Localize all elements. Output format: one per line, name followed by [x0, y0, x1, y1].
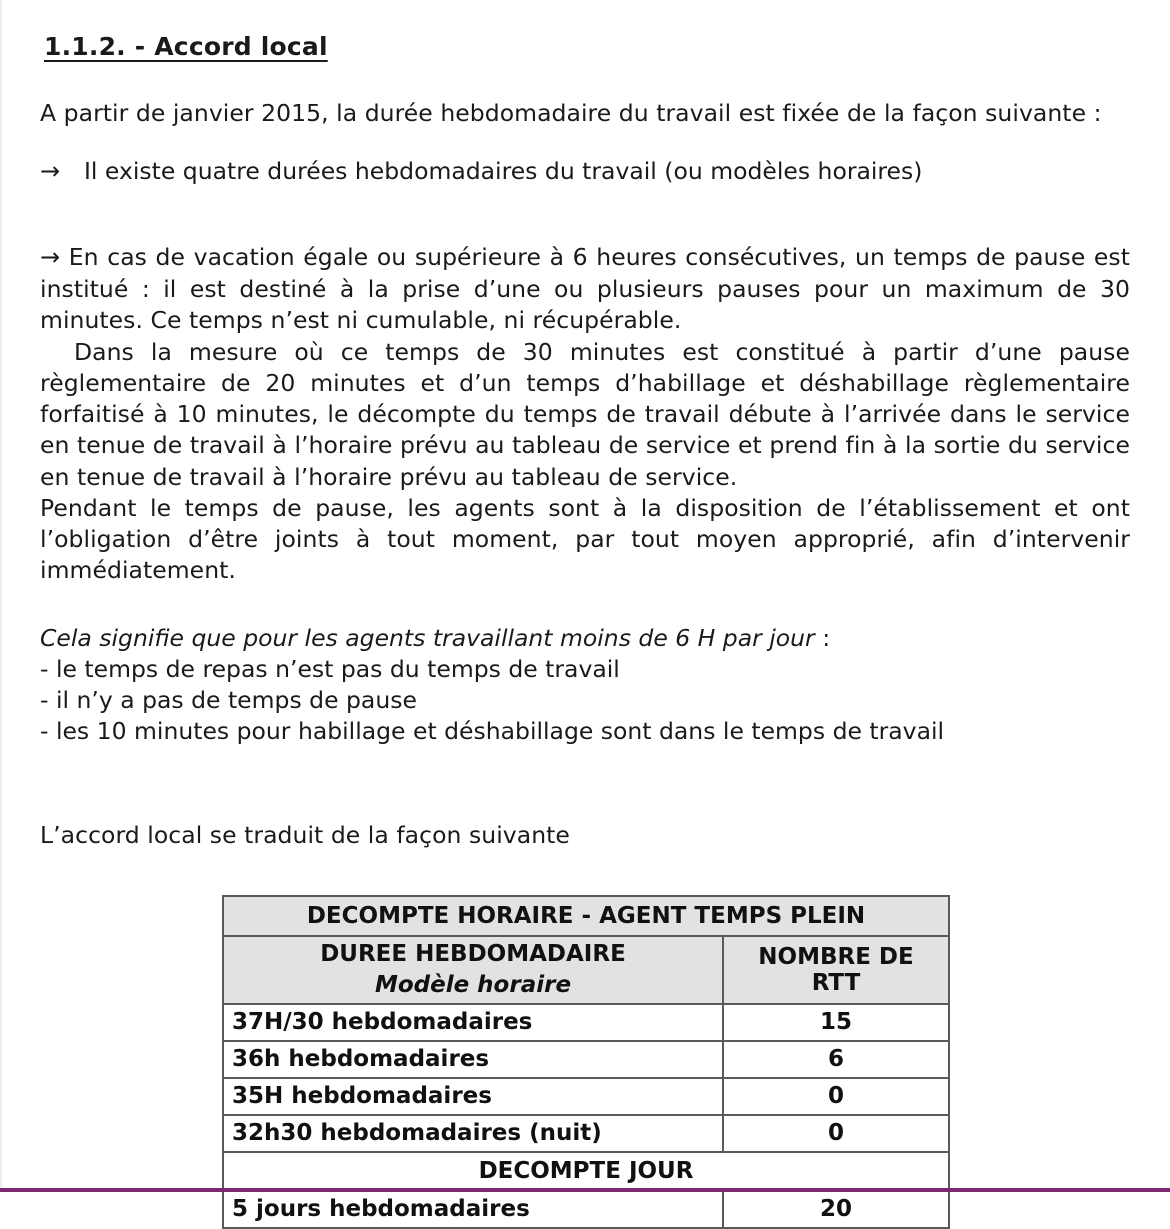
table-row: [223, 1191, 949, 1228]
arrow-bullet-1-label: Il existe quatre durées hebdomadaires du travail (ou modèles horaires): [84, 157, 923, 186]
page-title: 1.1.2. - Accord local: [44, 32, 328, 61]
table-cell-label: 5 jours hebdomadaires: [223, 1191, 723, 1228]
table-header-rtt: NOMBRE DE RTT: [723, 936, 949, 1004]
right-arrow-icon: →: [40, 157, 61, 186]
intro-paragraph: A partir de janvier 2015, la durée hebdomadaire du travail est fixée de la façon suivante :: [40, 99, 1102, 127]
table-cell-value: 0: [723, 1078, 949, 1115]
table-header-duree-line2: Modèle horaire: [374, 971, 572, 998]
table-subheader-cell: DECOMPTE JOUR: [223, 1152, 949, 1191]
list-item: - il n’y a pas de temps de pause: [40, 686, 417, 715]
table-row-title: [223, 896, 949, 936]
table-cell-label: 32h30 hebdomadaires (nuit): [223, 1115, 723, 1152]
table-row-header: [223, 936, 949, 1004]
table-row: [223, 1115, 949, 1152]
table-cell-value: 6: [723, 1041, 949, 1078]
list-item: - le temps de repas n’est pas du temps de travail: [40, 654, 620, 683]
list-item: - les 10 minutes pour habillage et déshabillage sont dans le temps de travail: [40, 717, 945, 746]
table-cell-label: 36h hebdomadaires: [223, 1041, 723, 1078]
italic-intro-text: Cela signifie que pour les agents travaillant moins de 6 H par jour: [40, 623, 815, 652]
italic-intro-line: [40, 623, 1130, 654]
italic-intro-colon: :: [814, 623, 831, 652]
table-title-cell: DECOMPTE HORAIRE - AGENT TEMPS PLEIN: [223, 896, 949, 936]
arrow-bullet-1: [40, 156, 1130, 188]
table-cell-value: 15: [723, 1004, 949, 1041]
accord-table-wrapper: [40, 895, 1130, 1229]
table-cell-value: 0: [723, 1115, 949, 1152]
table-cell-label: 35H hebdomadaires: [223, 1078, 723, 1115]
paragraph-mesure: Dans la mesure où ce temps de 30 minutes est constitué à partir d’une pause règlementaire de 20 minutes et d’un temps d’habillage et déshabillage règlementaire forfaitisé à 10 minutes, le décompte du temps de travail débute à l’arrivée dans le service en tenue de travail à l’horaire prévu au tableau de service et prend fin à la sortie du service en tenue de travail à l’horaire prévu au tableau de service.: [40, 337, 1130, 491]
paragraph-vacation-text: En cas de vacation égale ou supérieure à 6 heures consécutives, un temps de pause est institué : il est destiné à la prise d’une ou plusieurs pauses pour un maximum de 30 minutes. Ce temps n’est ni cumulable, ni récupérable.: [40, 243, 1130, 335]
table-row: [223, 1004, 949, 1041]
paragraph-pendant: Pendant le temps de pause, les agents sont à la disposition de l’établissement et ont l’obligation d’être joints à tout moment, par tout moyen approprié, afin d’intervenir immédiatement.: [40, 493, 1130, 585]
paragraph-vacation: [40, 242, 1130, 336]
accord-table: [222, 895, 950, 1229]
scan-bottom-line: [0, 1188, 1170, 1192]
table-cell-label: 37H/30 hebdomadaires: [223, 1004, 723, 1041]
right-arrow-icon: →: [40, 243, 61, 272]
table-cell-value: 20: [723, 1191, 949, 1228]
table-header-duree-line1: DUREE HEBDOMADAIRE: [320, 941, 626, 968]
table-row-subheader: [223, 1152, 949, 1191]
document-content: [40, 32, 1130, 1229]
table-row: [223, 1041, 949, 1078]
table-header-duree: [223, 936, 723, 1004]
table-row: [223, 1078, 949, 1115]
scan-left-edge: [0, 0, 3, 1192]
closing-line: L’accord local se traduit de la façon suivante: [40, 820, 570, 849]
